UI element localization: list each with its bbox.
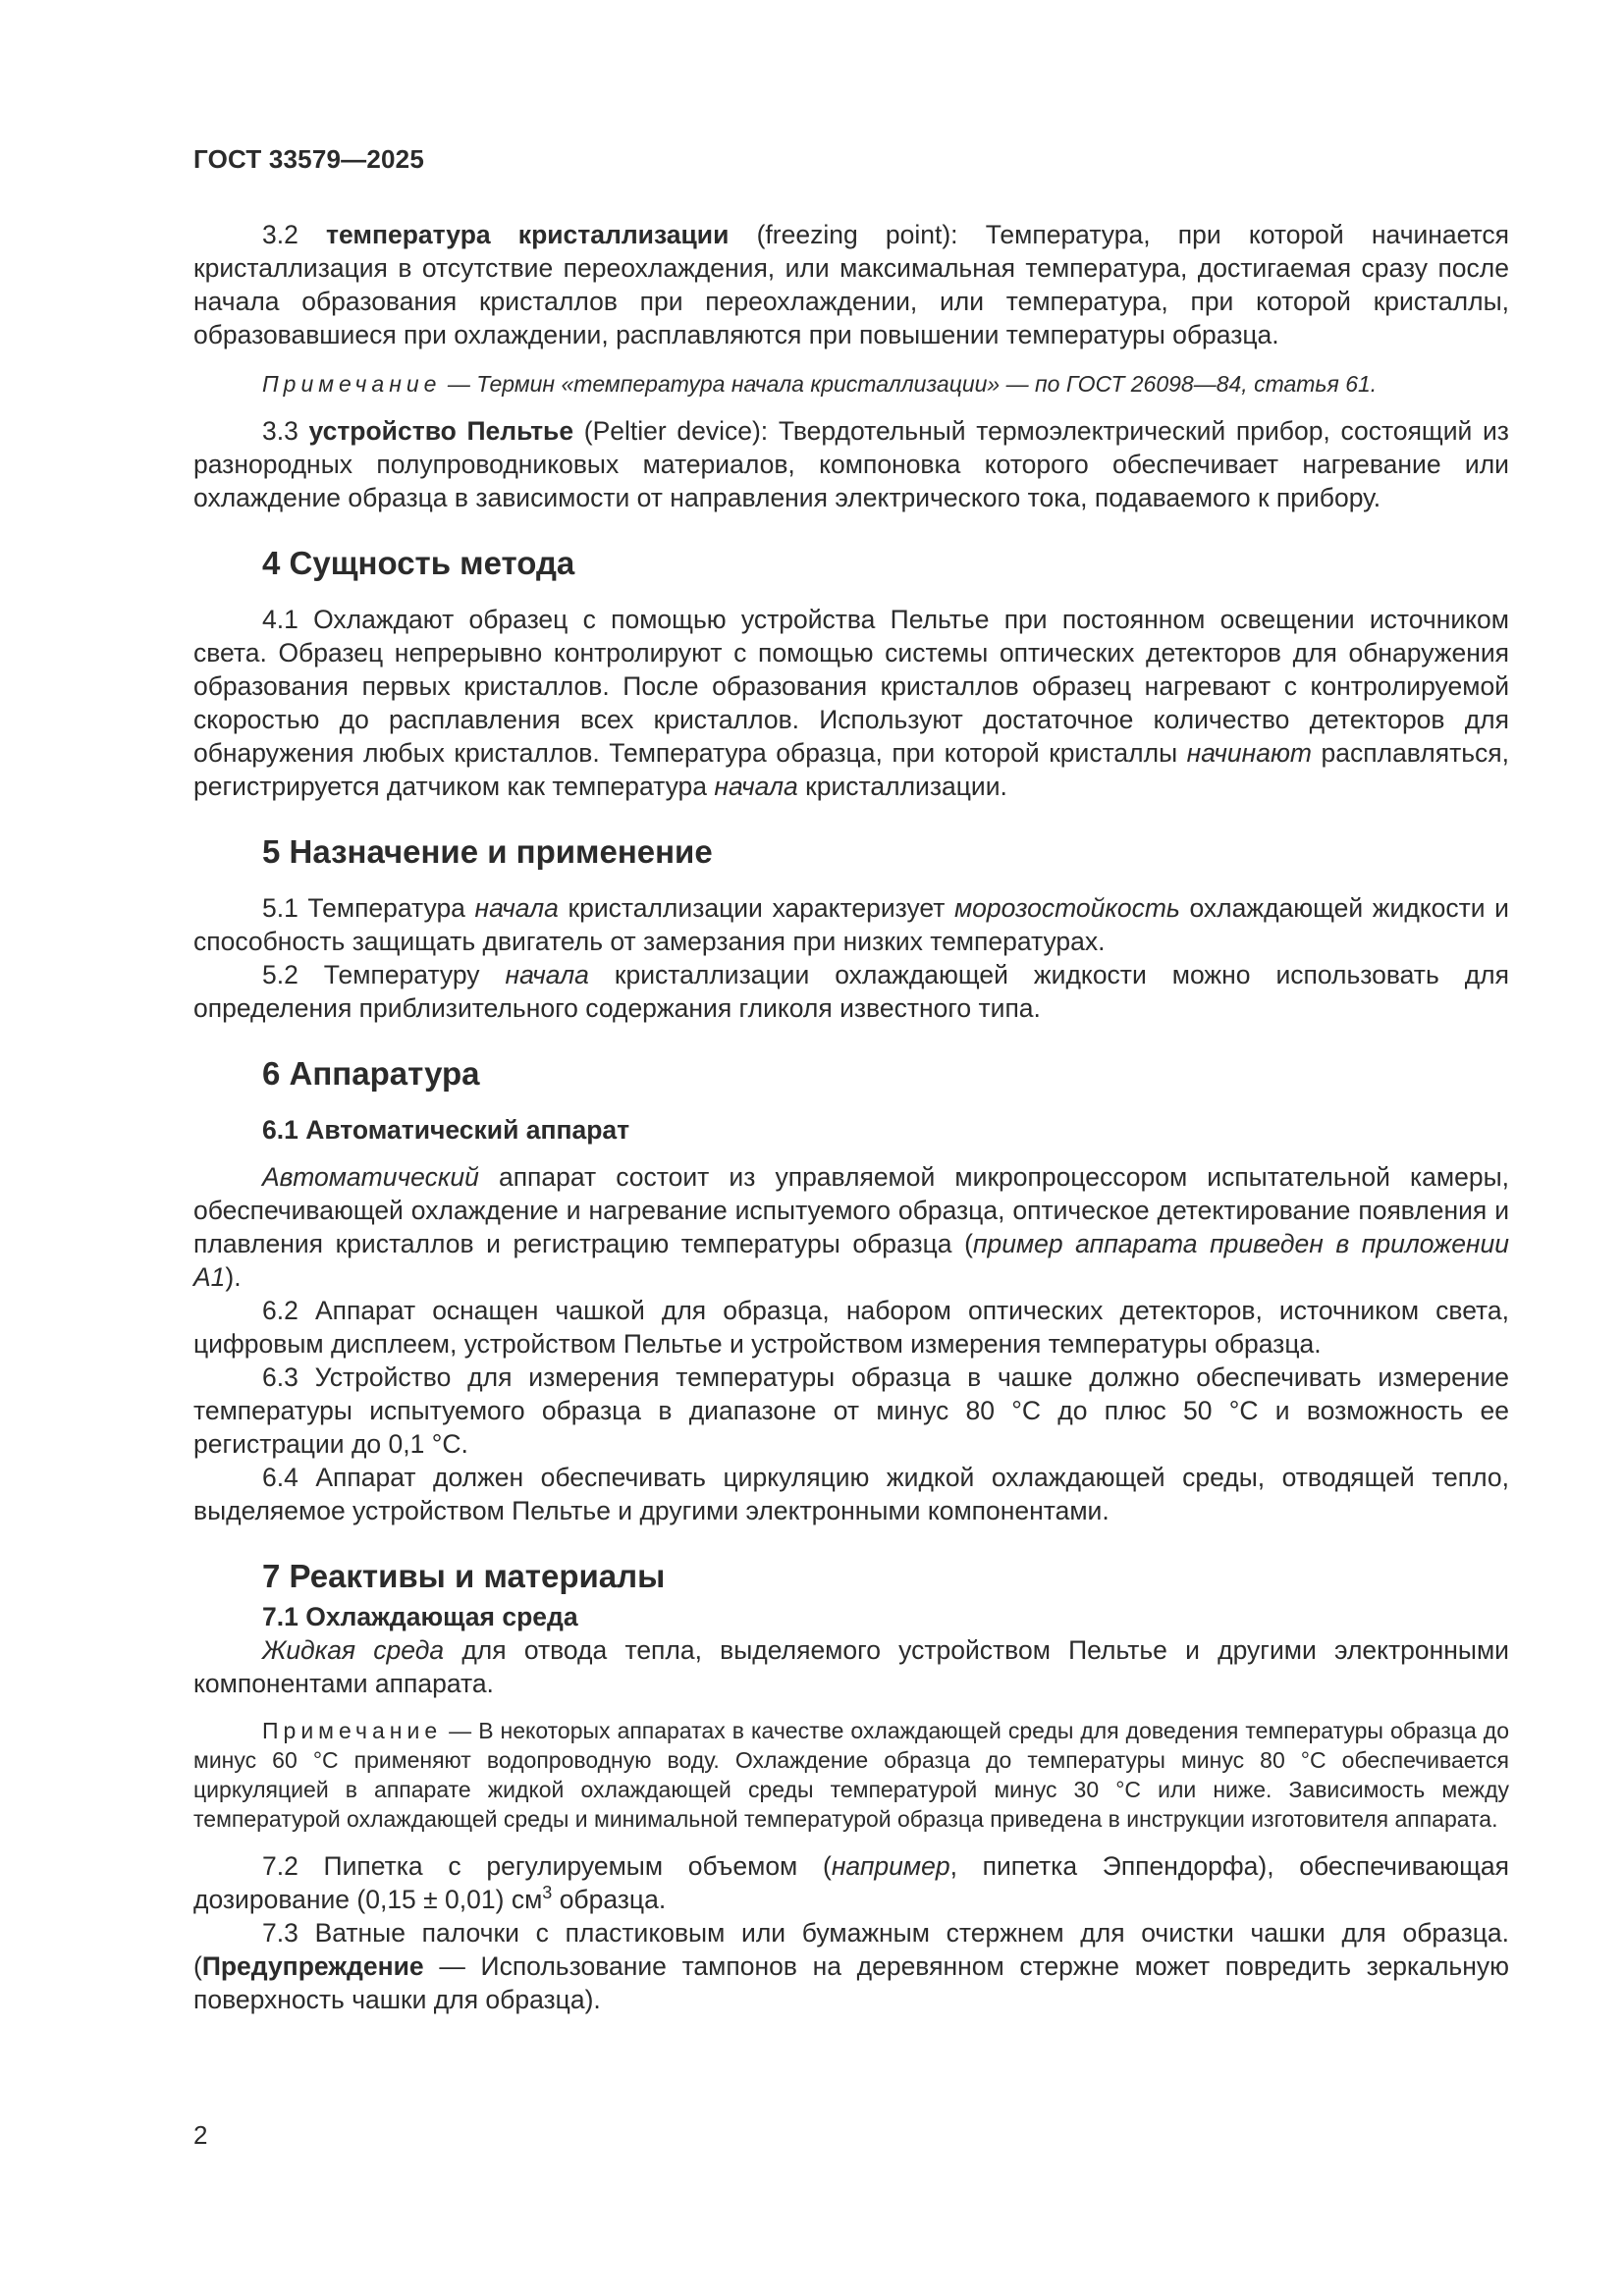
clause-3-3: 3.3 устройство Пельтье (Peltier device): Твердотельный термоэлектрический прибор, состоящий из разнородных полупроводниковых материалов, компоновка которого обеспечивает нагревание или охлаждение образца в зависимости от направления электрического тока, подаваемого к прибору. [193, 416, 1509, 512]
subsection-6-1-title: 6.1 Автоматический аппарат [262, 1115, 630, 1145]
clause-5-1: 5.1 Температура начала кристаллизации характеризует морозостойкость охлаждающей жидкости и способность защищать двигатель от замерзания при низких температурах. [193, 893, 1509, 956]
section-7-title: 7 Реактивы и материалы [262, 1558, 666, 1594]
clause-6-2: 6.2 Аппарат оснащен чашкой для образца, набором оптических детекторов, источником света, цифровым дисплеем, устройством Пельтье и устройством измерения температуры образца. [193, 1296, 1509, 1359]
clause-5-2: 5.2 Температуру начала кристаллизации охлаждающей жидкости можно использовать для определения приблизительного содержания гликоля известного типа. [193, 960, 1509, 1023]
document-header: ГОСТ 33579—2025 [193, 144, 424, 174]
clause-7-3: 7.3 Ватные палочки с пластиковым или бумажным стержнем для очистки чашки для образца. (Предупреждение — Использование тампонов на деревянном стержне может повредить зеркальную поверхность чашки для образца). [193, 1918, 1509, 2014]
clause-7-1: Жидкая среда для отвода тепла, выделяемого устройством Пельтье и другими электронными компонентами аппарата. [193, 1635, 1509, 1698]
document-page [193, 142, 1509, 2016]
note-7-1: Примечание — В некоторых аппаратах в качестве охлаждающей среды для доведения температуры образца до минус 60 °С применяют водопроводную воду. Охлаждение образца до температуры минус 80 °С обеспечивается циркуляцией в аппарате жидкой охлаждающей среды температурой минус 30 °С или ниже. Зависимость между температурой охлаждающей среды и минимальной температурой образца приведена в инструкции изготовителя аппарата. [193, 1718, 1509, 1832]
section-5-title: 5 Назначение и применение [262, 833, 713, 870]
clause-6-1: Автоматический аппарат состоит из управляемой микропроцессором испытательной камеры, обеспечивающей охлаждение и нагревание испытуемого образца, оптическое детектирование появления и плавления кристаллов и регистрацию температуры образца (пример аппарата приведен в приложении А1). [193, 1162, 1509, 1292]
clause-7-2: 7.2 Пипетка с регулируемым объемом (например, пипетка Эппендорфа), обеспечивающая дозирование (0,15 ± 0,01) $см^3$ образца. [193, 1851, 1509, 1914]
clause-3-2: 3.2 температура кристаллизации (freezing point): Температура, при которой начинается кристаллизация в отсутствие переохлаждения, или максимальная температура, достигаемая сразу после начала образования кристаллов при переохлаждении, или температура, при которой кристаллы, образовавшиеся при охлаждении, расплавляются при повышении температуры образца. [193, 220, 1509, 349]
page-number: 2 [193, 2120, 208, 2150]
clause-6-4: 6.4 Аппарат должен обеспечивать циркуляцию жидкой охлаждающей среды, отводящей тепло, выделяемое устройством Пельтье и другими электронными компонентами. [193, 1463, 1509, 1525]
subsection-7-1-title: 7.1 Охлаждающая среда [262, 1602, 578, 1631]
section-6-title: 6 Аппаратура [262, 1055, 480, 1092]
clause-6-3: 6.3 Устройство для измерения температуры образца в чашке должно обеспечивать измерение температуры испытуемого образца в диапазоне от минус 80 °С до плюс 50 °С и возможность ее регистрации до 0,1 °С. [193, 1362, 1509, 1459]
note-3-2: Примечание — Термин «температура начала кристаллизации» — по ГОСТ 26098—84, статья 61. [262, 371, 1378, 397]
section-4-title: 4 Сущность метода [262, 545, 575, 581]
clause-4-1: 4.1 Охлаждают образец с помощью устройства Пельтье при постоянном освещении источником света. Образец непрерывно контролируют с помощью системы оптических детекторов для обнаружения образования первых кристаллов. После образования кристаллов образец нагревают с контролируемой скоростью до расплавления всех кристаллов. Используют достаточное количество детекторов для обнаружения любых кристаллов. Температура образца, при которой кристаллы начинают расплавляться, регистрируется датчиком как температура начала кристаллизации. [193, 605, 1509, 801]
term-freezing-point: температура кристаллизации [326, 220, 730, 249]
warning-label: Предупреждение [201, 1951, 424, 1981]
term-peltier-device: устройство Пельтье [308, 416, 574, 446]
